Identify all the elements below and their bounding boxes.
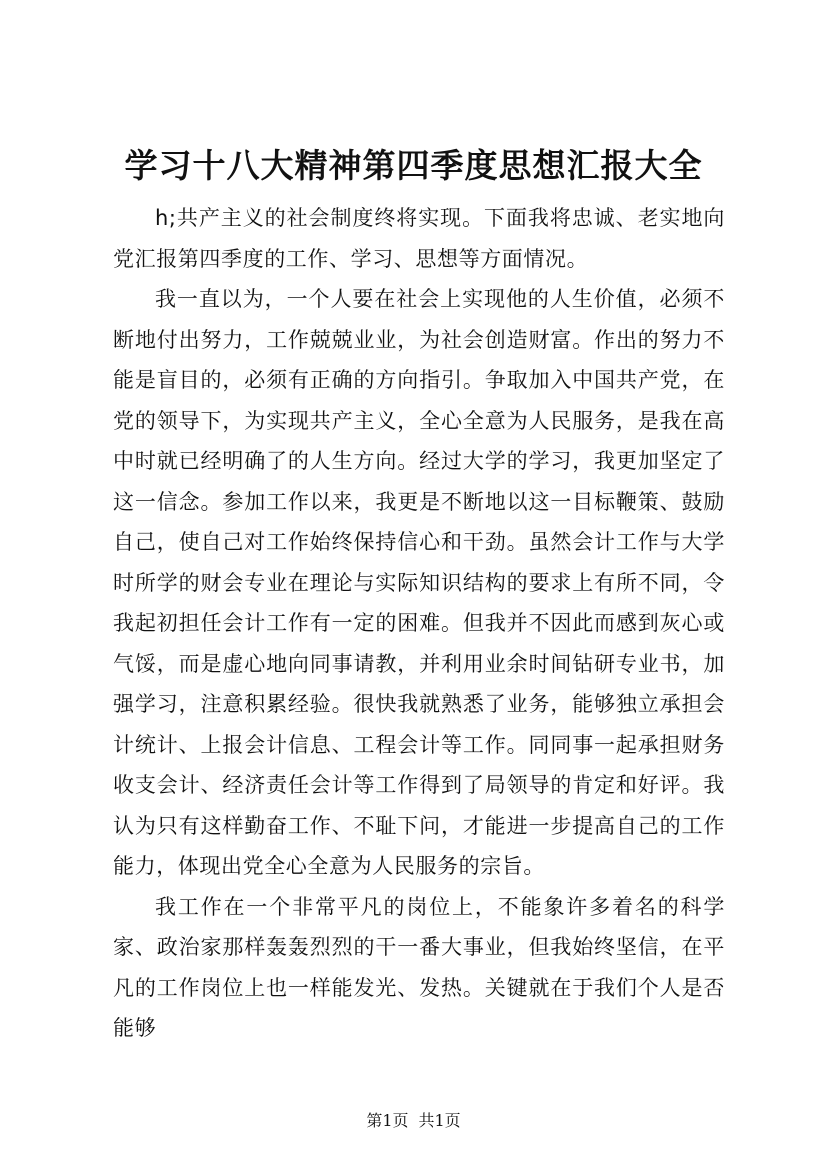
document-body xyxy=(113,198,725,1049)
paragraph-1: h;共产主义的社会制度终将实现。下面我将忠诚、老实地向党汇报第四季度的工作、学习、思想等方面情况。 xyxy=(113,206,725,271)
page-number: 第1页 xyxy=(366,1111,409,1130)
page-total: 共1页 xyxy=(418,1111,461,1130)
document-title: 学习十八大精神第四季度思想汇报大全 xyxy=(124,146,703,185)
paragraph-3: 我工作在一个非常平凡的岗位上，不能象许多着名的科学家、政治家那样轰轰烈烈的干一番大事业，但我始终坚信，在平凡的工作岗位上也一样能发光、发热。关键就在于我们个人是否能够 xyxy=(113,894,725,1040)
page-footer xyxy=(0,1110,827,1132)
paragraph-2: 我一直以为，一个人要在社会上实现他的人生价值，必须不断地付出努力，工作兢兢业业，为社会创造财富。作出的努力不能是盲目的，必须有正确的方向指引。争取加入中国共产党，在党的领导下，为实现共产主义，全心全意为人民服务，是我在高中时就已经明确了的人生方向。经过大学的学习，我更加坚定了这一信念。参加工作以来，我更是不断地以这一目标鞭策、鼓励自己，使自己对工作始终保持信心和干劲。虽然会计工作与大学时所学的财会专业在理论与实际知识结构的要求上有所不同，令我起初担任会计工作有一定的困难。但我并不因此而感到灰心或气馁，而是虚心地向同事请教，并利用业余时间钻研专业书，加强学习，注意积累经验。很快我就熟悉了业务，能够独立承担会计统计、上报会计信息、工程会计等工作。同同事一起承担财务收支会计、经济责任会计等工作得到了局领导的肯定和好评。我认为只有这样勤奋工作、不耻下问，才能进一步提高自己的工作能力，体现出党全心全意为人民服务的宗旨。 xyxy=(113,287,725,878)
